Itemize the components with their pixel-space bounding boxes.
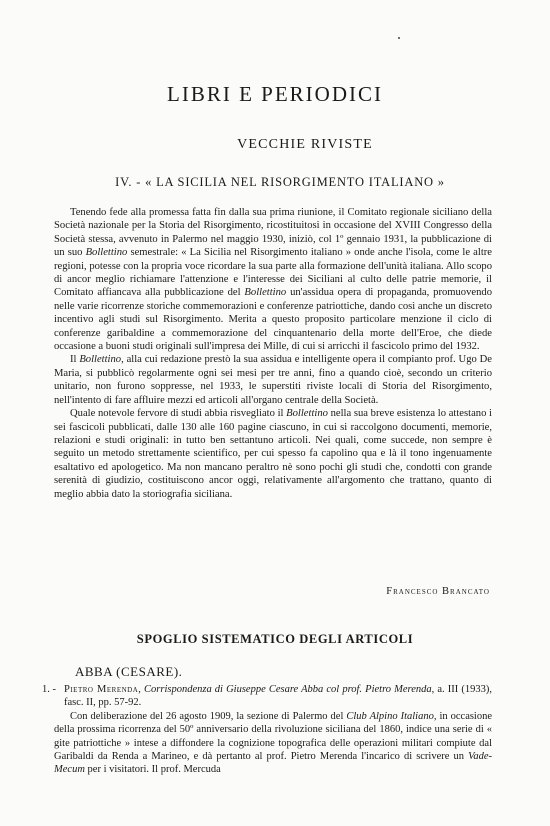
text-run: nella sua breve esistenza lo attestano i sei fascicoli pubblicati, dalle 130 alle 160 pagine ciascuno, in cui si raccolgono documenti, memorie, relazioni e studi originali: in tutto ben settantuno articoli. Nei quali, come succede, non sempre è seguito un metodo strettamente scientifico, per cui spesso fa capolino qua e là il tono ingenuamente esaltativo ed apologetico. Ma non mancano peraltro nè sono pochi gli studi che, condotti con grande serenità di giudizio, costituiscono ancor oggi, relativamente all'argomento che trattano, quanto di meglio abbia dato la storiografia siciliana. — [54, 408, 492, 500]
text-run: , alla cui redazione prestò la sua assidua e intelligente opera il compianto prof. Ugo De Maria, si pubblicò regolarmente ogni sei mesi per tre anni, fino a quando cioè, secondo un criterio unitario, non furono soppresse, nel 1933, le superstiti riviste locali di Storia del Risorgimento, nell'intento di fare affluire mezzi ed articoli all'organo centrale della Società. — [54, 354, 492, 406]
entry-summary — [54, 710, 492, 777]
text-run: semestrale: « La Sicilia nel Risorgimento italiano » onde anche l'isola, come le altre regioni, potesse con la propria voce ricordare la sua parte alla formazione dell'unità italiana. Allo scopo di ancor meglio richiamare l'attenzione e l'interesse dei Siciliani al culto delle patrie memorie, il Comitato affiancava alla pubblicazione del — [54, 247, 492, 299]
text-run: , — [138, 684, 145, 695]
paragraph — [54, 407, 492, 501]
text-run: Quale notevole fervore di studi abbia risvegliato il — [70, 408, 287, 420]
text-run: per i visitatori. Il prof. Mercuda — [84, 764, 221, 776]
index-section-title: SPOGLIO SISTEMATICO DEGLI ARTICOLI — [136, 632, 414, 646]
text-run: Tenendo fede alla promessa fatta fin dalla sua prima riunione, il Comitato regionale siciliano della Società nazionale per la Storia del Risorgimento, ricostituitosi in occasione del XVIII Congresso della Società stessa, avvenuto in Palermo nel maggio 1930, iniziò, col 1º gennaio 1931, la pubblicazione di un suo — [54, 207, 492, 259]
entry-reference — [54, 683, 492, 710]
subsection-title: VECCHIE RIVISTE — [237, 137, 373, 152]
entry-number: 1. - — [42, 684, 56, 695]
paragraph — [54, 353, 492, 407]
italic-run: Vade-Mecum — [54, 751, 492, 776]
italic-run: Bollettino — [286, 408, 328, 420]
text-run: , a. III (1933), fasc. II, pp. 57-92. — [64, 684, 492, 709]
author-signature: Francesco Brancato — [386, 586, 490, 597]
index-entry-heading: ABBA (CESARE). — [75, 664, 183, 679]
smallcaps-run: Pietro Merenda — [64, 684, 139, 695]
section-title: LIBRI E PERIODICI — [167, 82, 383, 106]
italic-run: Bollettino — [79, 354, 122, 366]
italic-run: Bollettino — [85, 247, 128, 259]
ink-speck — [398, 37, 400, 39]
article-heading: IV. - « LA SICILIA NEL RISORGIMENTO ITALIANO » — [115, 175, 445, 189]
article-body — [54, 206, 492, 501]
text-run: Con deliberazione del 26 agosto 1909, la sezione di Palermo del — [70, 710, 347, 722]
italic-run: Bollettino — [244, 287, 287, 299]
index-entry — [42, 683, 493, 777]
italic-run: Club Alpino Italiano — [346, 710, 434, 722]
paragraph — [54, 206, 492, 353]
text-run: , in occasione della prossima ricorrenza del 50º anniversario della rivoluzione siciliana del 1860, indice una serie di « gite patriottiche » intese a diffondere la cognizione topografica delle operazioni militari compiute dal Garibaldi da Renda a Marineo, e dà pertanto al prof. Pietro Merenda l'incarico di scrivere un — [54, 710, 493, 763]
text-run: un'assidua opera di propaganda, promuovendo nelle varie ricorrenze storiche commemorazioni e conferenze patriottiche, dando così anche un discreto incentivo agli studi sul Risorgimento. Merita a questo proposito particolare menzione il ciclo di conferenze garibaldine a commemorazione del cinquantenario della morte dell'Eroe, che diede occasione a buoni studi originali sull'impresa dei Mille, di cui si arricchì il fascicolo primo del 1932. — [54, 287, 492, 353]
text-run: Il — [70, 354, 80, 366]
italic-run: Corrispondenza di Giuseppe Cesare Abba col prof. Pietro Merenda — [144, 684, 432, 695]
